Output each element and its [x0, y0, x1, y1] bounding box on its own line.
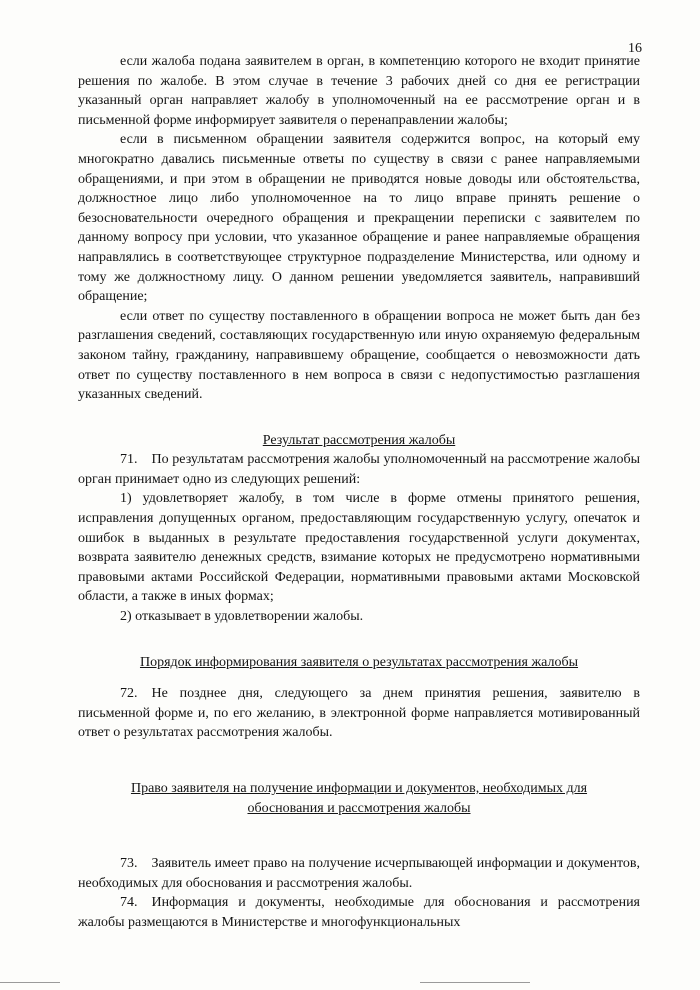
- paragraph-secret-info: если ответ по существу поставленного в обращении вопроса не может быть дан без разглашения сведений, составляющих государственную или иную охраняемую федеральным законом тайну, гражданину, направившему обращение, сообщается о невозможности дать ответ по существу поставленного в нем вопроса в связи с недопустимостью разглашения указанных сведений.: [78, 308, 640, 403]
- paragraph-repeated-appeal: если в письменном обращении заявителя содержится вопрос, на который ему многократно давались письменные ответы по существу в связи с ранее направляемыми обращениями, и при этом в обращении не приводятся новые доводы или обстоятельства, должностное лицо либо уполномоченное на то лицо вправе принять решение о безосновательности очередного обращения и прекращении переписки с заявителем по данному вопросу при условии, что указанное обращение и ранее направляемые обращения направлялись в соответствующее структурное подразделение Министерства, или одному и тому же должностному лицу. О данном решении уведомляется заявитель, направивший обращение;: [78, 132, 640, 305]
- paragraph-72: 72. Не позднее дня, следующего за днем принятия решения, заявителю в письменной форме и, по его желанию, в электронной форме направляется мотивированный ответ о результатах рассмотрения жалобы.: [78, 686, 640, 741]
- list-item-satisfy: 1) удовлетворяет жалобу, в том числе в форме отмены принятого решения, исправления допущенных органом, предоставляющим государственную услугу, опечаток и ошибок в выданных в результате предоставления государственной услуги документах, возврата заявителю денежных средств, взимание которых не предусмотрено нормативными правовыми актами Российской Федерации, нормативными правовыми актами Московской области, а также в иных формах;: [78, 491, 640, 605]
- list-item-refuse: 2) отказывает в удовлетворении жалобы.: [120, 609, 364, 625]
- heading-right-to-info-line1: Право заявителя на получение информации и документов, необходимых для: [130, 781, 588, 796]
- scan-edge-line-right: [420, 982, 530, 983]
- paragraph-71: 71. По результатам рассмотрения жалобы уполномоченный на рассмотрение жалобы орган принимает одно из следующих решений:: [78, 452, 640, 487]
- paragraph-74: 74. Информация и документы, необходимые для обоснования и рассмотрения жалобы размещаются в Министерстве и многофункциональных: [78, 895, 640, 930]
- paragraph-forwarding: если жалоба подана заявителем в орган, в компетенцию которого не входит принятие решения по жалобе. В этом случае в течение 3 рабочих дней со дня ее регистрации указанный орган направляет жалобу в уполномоченный на ее рассмотрение орган и в письменной форме информирует заявителя о перенаправлении жалобы;: [78, 54, 640, 128]
- document-body: [78, 52, 640, 933]
- heading-right-to-info-line2: обоснования и рассмотрения жалобы: [247, 800, 471, 816]
- scan-edge-line-left: [0, 982, 60, 983]
- heading-complaint-result: Результат рассмотрения жалобы: [262, 432, 456, 448]
- paragraph-73: 73. Заявитель имеет право на получение исчерпывающей информации и документов, необходимых для обоснования и рассмотрения жалобы.: [78, 856, 640, 891]
- heading-informing-procedure: Порядок информирования заявителя о результатах рассмотрения жалобы: [139, 654, 579, 670]
- page-number: 16: [628, 41, 642, 56]
